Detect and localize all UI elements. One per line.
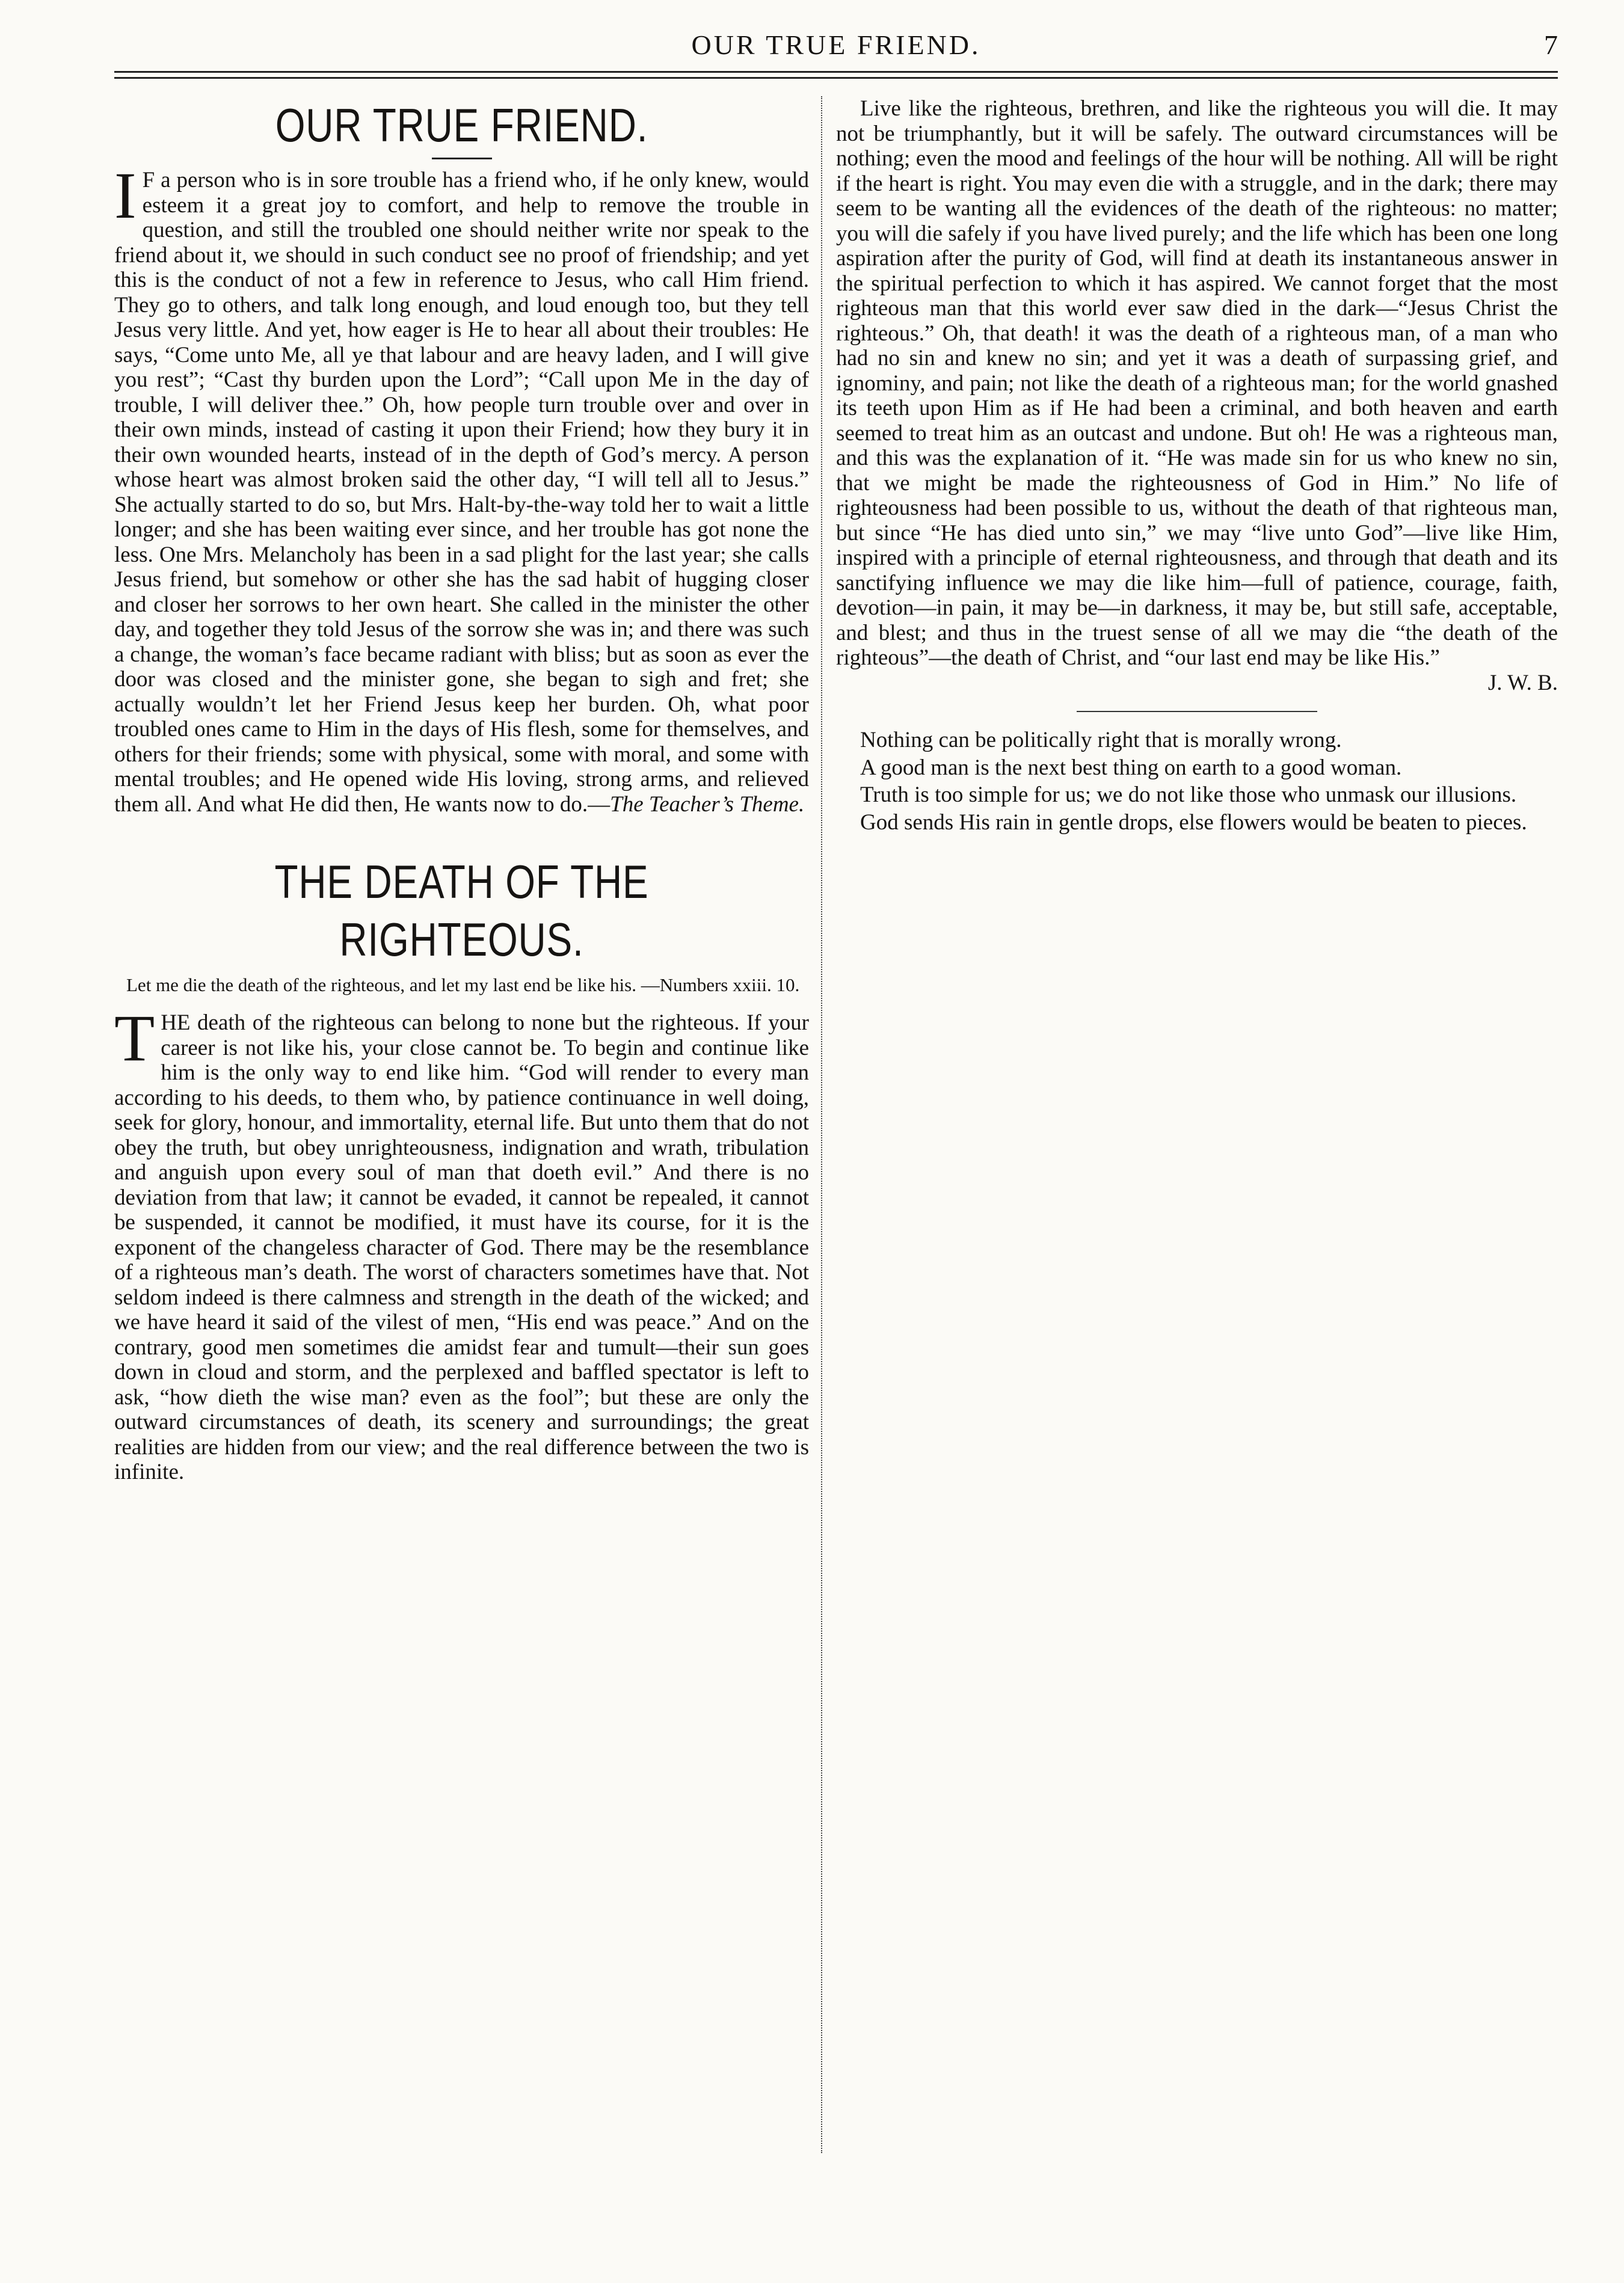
running-head-title: OUR TRUE FRIEND. — [691, 29, 981, 60]
dropcap-letter: I — [114, 159, 137, 232]
saying: Nothing can be politically right that is morally wrong. — [860, 728, 1342, 752]
title-rule — [432, 158, 492, 159]
dropcap-letter: T — [114, 1001, 155, 1075]
article-title-death-of-righteous: THE DEATH OF THE RIGHTEOUS. — [274, 855, 649, 966]
page-number: 7 — [1544, 29, 1558, 60]
article-title-our-true-friend: OUR TRUE FRIEND. — [275, 99, 648, 152]
saying: God sends His rain in gentle drops, else flowers would be beaten to pieces. — [860, 810, 1527, 835]
header-rule — [114, 71, 1558, 73]
saying: Truth is too simple for us; we do not like those who unmask our illusions. — [860, 782, 1517, 807]
right-column — [836, 96, 1558, 837]
running-head — [114, 29, 1558, 65]
saying: A good man is the next best thing on earth to a good woman. — [860, 755, 1402, 780]
article-paragraph: Live like the righteous, brethren, and like the righteous you will die. It may not be triumphantly, but it will be safely. The outward circumstances will be nothing; even the mood and feelings of the hour will be nothing. All will be right if the heart is right. You may even die with a struggle, and in the dark; there may seem to be wanting all the evidences of the death of the righteous: no matter; you will die safely if you have lived purely; and the life which has been one long aspiration after the purity of God, will find at death its instantaneous answer in the spiritual perfection to which it has aspired. We cannot forget that the most righteous man that this world ever saw died in the dark—“Jesus Christ the righteous.” Oh, that death! it was the death of a righteous man, of a man who had no sin and knew no sin; and yet it was a death of surpassing grief, and ignominy, and pain; not like the death of a righteous man; for the world gnashed its teeth upon Him as if He had been a criminal, and both heaven and earth seemed to treat him as an outcast and undone. But oh! He was a righteous man, and this was the explanation of it. “He was made sin for us who knew no sin, that we might be made the righteousness of God in Him.” No life of righteousness had been possible to us, without the death of that righteous man, but since “He has died unto sin,” we may “live unto God”—live like Him, inspired with a principle of eternal righteousness, and through that death and its sanctifying influence we may die like him—full of patience, courage, faith, devotion—in pain, it may be—in darkness, it may be, but still safe, acceptable, and blest; and thus in the truest sense of all we may die “the death of the righteous”—the death of Christ, and “our last end may be like His.” — [836, 96, 1558, 670]
section-rule — [1077, 711, 1317, 712]
signature: J. W. B. — [1487, 670, 1558, 695]
column-divider — [821, 96, 822, 2153]
left-column — [114, 96, 809, 1485]
article-body-death-of-righteous — [114, 1001, 809, 1485]
article-body-our-true-friend — [114, 159, 809, 817]
epigraph: Let me die the death of the righteous, and let my last end be like his. —Numbers xxiii. 10. — [126, 974, 800, 995]
article-paragraph: HE death of the righteous can belong to none but the righteous. If your career is not like his, your close cannot be. To begin and continue like him is the only way to end like him. “God will render to every man according to his deeds, to them who, by patience continuance in well doing, seek for glory, honour, and immortality, eternal life. But unto them that do not obey the truth, but obey unrighteousness, indignation and wrath, tribulation and anguish upon every soul of man that doeth evil.” And there is no deviation from that law; it cannot be evaded, it cannot be repealed, it cannot be suspended, it cannot be modified, it must have its course, for it is the exponent of the changeless character of God. There may be the resemblance of a righteous man’s death. The worst of characters sometimes have that. Not seldom indeed is there calmness and strength in the death of the wicked; and we have heard it said of the vilest of men, “His end was peace.” And on the contrary, good men sometimes die amidst fear and tumult—their sun goes down in cloud and storm, and the perplexed and baffled spectator is left to ask, “how dieth the wise man? even as the fool”; but these are only the outward circumstances of death, its scenery and surroundings; the great realities are hidden from our view; and the real difference between the two is infinite. — [114, 1010, 809, 1484]
header-rule-lower — [114, 77, 1558, 79]
article-source: The Teacher’s Theme. — [610, 791, 805, 817]
article-paragraph: F a person who is in sore trouble has a friend who, if he only knew, would esteem it a great joy to comfort, and help to remove the trouble in question, and still the troubled one should neither write nor speak to the friend about it, we should in such conduct see no proof of friendship; and yet this is the conduct of not a few in reference to Jesus, who call Him friend. They go to others, and talk long enough, and loud enough too, but they tell Jesus very little. And yet, how eager is He to hear all about their troubles: He says, “Come unto Me, all ye that labour and are heavy laden, and I will give you rest”; “Cast thy burden upon the Lord”; “Call upon Me in the day of trouble, I will deliver thee.” Oh, how people turn trouble over and over in their own minds, instead of casting it upon their Friend; how they bury it in their own wounded hearts, instead of in the depth of God’s mercy. A person whose heart was almost broken said the other day, “I will tell all to Jesus.” She actually started to do so, but Mrs. Halt-by-the-way told her to wait a little longer; and she has been waiting ever since, and her trouble has got none the less. One Mrs. Melancholy has been in a sad plight for the last year; she calls Jesus friend, but somehow or other she has the sad habit of hugging closer and closer her sorrows to her own heart. She called in the minister the other day, and together they told Jesus of the sorrow she was in; and there was such a change, the woman’s face became radiant with bliss; but as soon as ever the door was closed and the minister gone, she began to sigh and fret; she actually wouldn’t let her Friend Jesus keep her burden. Oh, what poor troubled ones came to Him in the days of His flesh, some for themselves, and others for their friends; some with physical, some with moral, and some with mental troubles; and He opened wide His loving, strong arms, and relieved them all. And what He did then, He wants now to do.— — [114, 168, 809, 817]
